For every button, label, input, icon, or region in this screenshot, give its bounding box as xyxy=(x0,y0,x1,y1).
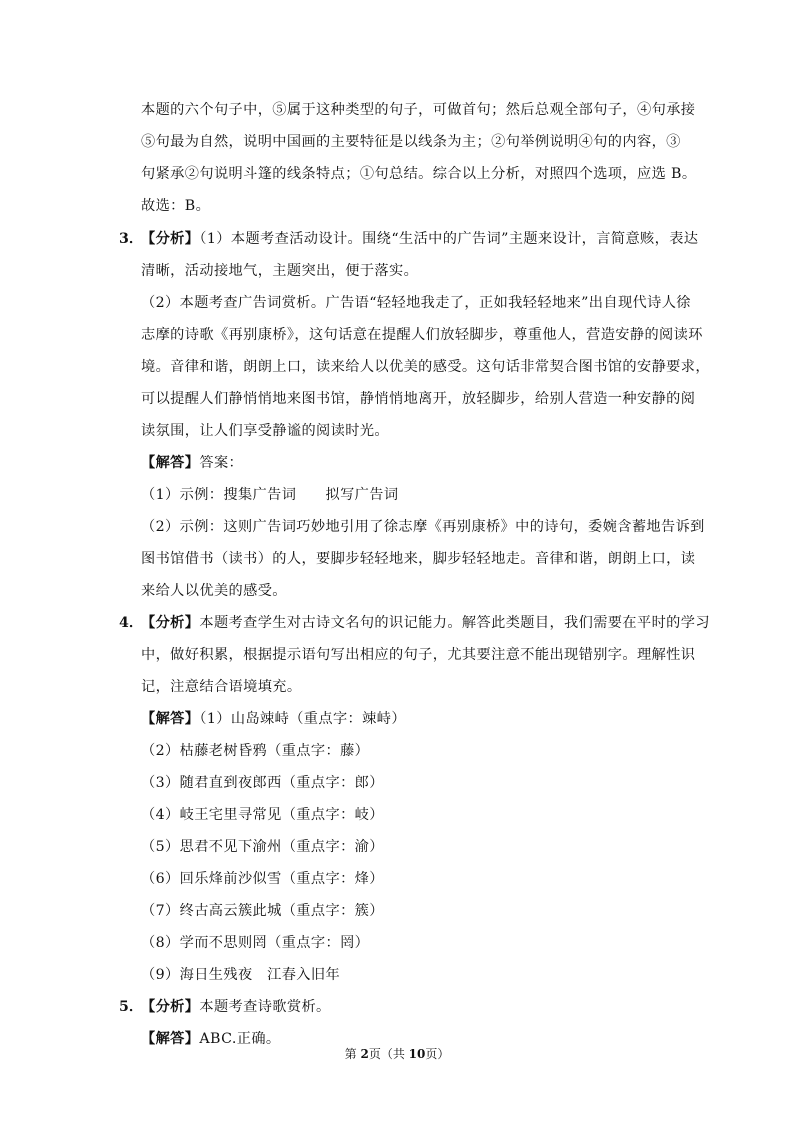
q5-answer-text: ABC.正确。 xyxy=(199,1031,281,1047)
q5-analysis-line xyxy=(141,997,331,1017)
page-footer xyxy=(0,1046,794,1062)
q4-analysis-line-3: 记，注意结合语境填充。 xyxy=(141,679,302,695)
q3-analysis2-line-2: 志摩的诗歌《再别康桥》，这句话意在提醒人们放轻脚步，尊重他人，营造安静的阅读环 xyxy=(141,327,703,343)
q4-analysis-line-1 xyxy=(141,613,710,633)
q5-analysis-text: 本题考查诗歌赏析。 xyxy=(199,999,331,1015)
q4-answer-3: （3）随君直到夜郎西（重点字：郎） xyxy=(141,775,384,791)
q3-answer2-line-1: （2）示例：这则广告词巧妙地引用了徐志摩《再别康桥》中的诗句，委婉含蓄地告诉到 xyxy=(141,519,705,535)
intro-line-1: 本题的六个句子中，⑤属于这种类型的句子，可做首句；然后总观全部句子，④句承接 xyxy=(141,102,696,118)
q3-answer2-line-3: 来给人以优美的感受。 xyxy=(141,583,287,599)
footer-prefix: 第 xyxy=(344,1047,361,1061)
q4-answer-6: （6）回乐烽前沙似雪（重点字：烽） xyxy=(141,871,384,887)
q3-analysis2-line-5: 读氛围，让人们享受静谧的阅读时光。 xyxy=(141,423,389,439)
q3-analysis2-line-3: 境。音律和谐，朗朗上口，读来给人以优美的感受。这句话非常契合图书馆的安静要求， xyxy=(141,359,710,375)
q4-answer-9: （9）海日生残夜 江春入旧年 xyxy=(141,967,341,983)
q5-analysis-tag: 【分析】 xyxy=(141,999,200,1015)
q3-answer2-line-2: 图书馆借书（读书）的人，要脚步轻轻地来，脚步轻轻地走。音律和谐，朗朗上口，读 xyxy=(141,551,696,567)
q4-answer-7: （7）终古高云簇此城（重点字：簇） xyxy=(141,903,384,919)
q3-analysis2-line-1: （2）本题考查广告词赏析。广告语“轻轻地我走了，正如我轻轻地来”出自现代诗人徐 xyxy=(141,295,691,311)
q4-answer-tag: 【解答】 xyxy=(141,711,200,727)
q3-answer-1: （1）示例：搜集广告词 拟写广告词 xyxy=(141,487,399,503)
footer-suffix: 页） xyxy=(425,1047,450,1061)
q4-answer-2: （2）枯藤老树昏鸦（重点字：藤） xyxy=(141,743,370,759)
q4-analysis-tag: 【分析】 xyxy=(141,615,200,631)
question-number-3: 3． xyxy=(119,231,144,247)
question-number-5: 5． xyxy=(119,999,144,1015)
q4-analysis-line-2: 中，做好积累，根据提示语句写出相应的句子，尤其要注意不能出现错别字。理解性识 xyxy=(141,647,696,663)
q3-analysis-tag: 【分析】 xyxy=(141,231,200,247)
intro-line-2: ⑤句最为自然，说明中国画的主要特征是以线条为主；②句举例说明④句的内容，③ xyxy=(141,134,681,150)
q3-analysis-text-1: （1）本题考查活动设计。围绕“生活中的广告词”主题来设计，言简意赅，表达 xyxy=(199,231,699,247)
footer-page-number: 2 xyxy=(360,1047,369,1061)
q4-answer-line-1 xyxy=(141,709,406,729)
q4-answer-8: （8）学而不思则罔（重点字：罔） xyxy=(141,935,370,951)
footer-middle: 页（共 xyxy=(368,1047,409,1061)
q3-analysis-line-2: 清晰，活动接地气，主题突出，便于落实。 xyxy=(141,263,419,279)
q4-answer-5: （5）思君不见下渝州（重点字：渝） xyxy=(141,839,384,855)
question-number-4: 4． xyxy=(119,615,144,631)
q3-answer-tag: 【解答】 xyxy=(141,455,200,471)
intro-line-4: 故选：B。 xyxy=(141,198,211,214)
q4-answer-1: （1）山岛竦峙（重点字：竦峙） xyxy=(199,711,406,727)
q5-answer-tag: 【解答】 xyxy=(141,1031,200,1047)
q3-answer-line xyxy=(141,453,243,473)
footer-total-pages: 10 xyxy=(408,1047,426,1061)
q3-analysis2-line-4: 可以提醒人们静悄悄地来图书馆，静悄悄地离开，放轻脚步，给别人营造一种安静的阅 xyxy=(141,391,696,407)
q3-analysis-line-1 xyxy=(141,229,698,249)
q3-answer-text: 答案： xyxy=(199,455,244,471)
q4-answer-4: （4）岐王宅里寻常见（重点字：岐） xyxy=(141,807,384,823)
q4-analysis-text-1: 本题考查学生对古诗文名句的识记能力。解答此类题目，我们需要在平时的学习 xyxy=(199,615,710,631)
intro-line-3: 句紧承②句说明斗篷的线条特点；①句总结。综合以上分析，对照四个选项，应选 B。 xyxy=(141,166,697,182)
